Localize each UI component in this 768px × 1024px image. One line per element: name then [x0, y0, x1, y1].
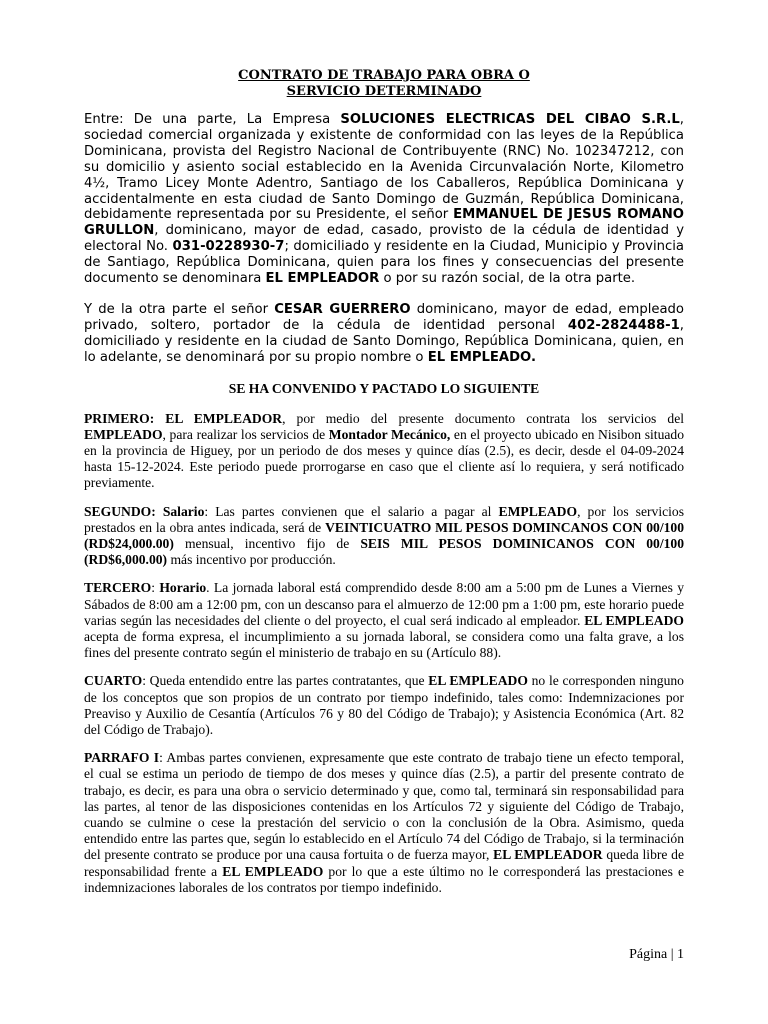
clause-cuarto: CUARTO: Queda entendido entre las partes contratantes, que EL EMPLEADO no le corresponden ninguno de los conceptos que son propios de un contrato por tiempo indefinido, tales como: Indemnizaciones por Preaviso y Auxilio de Cesantía (Artículos 76 y 80 del Código de Trabajo); y Asistencia Económica (Art. 82 del Código de Trabajo).	[84, 673, 684, 738]
page-number: Página | 1	[629, 947, 684, 962]
employee-cedula: 402-2824488-1	[567, 317, 680, 333]
employee-paragraph: Y de la otra parte el señor CESAR GUERRERO dominicano, mayor de edad, empleado privado, soltero, portador de la cédula de identidad personal 402-2824488-1, domiciliado y residente en la ciudad de Santo Domingo, República Dominicana, quien, en lo adelante, se denominará por su propio nombre o EL EMPLEADO.	[84, 301, 684, 365]
intro-paragraph: Entre: De una parte, La Empresa SOLUCIONES ELECTRICAS DEL CIBAO S.R.L, sociedad comercial organizada y existente de conformidad con las leyes de la República Dominicana, provista del Registro Nacional de Contribuyente (RNC) No. 102347212, con su domicilio y asiento social establecido en la Avenida Circunvalación Norte, Kilometro 4½, Tramo Licey Monte Adentro, Santiago de los Caballeros, República Dominicana y accidentalmente en esta ciudad de Santo Domingo de Guzmán, República Dominicana, debidamente representada por su Presidente, el señor EMMANUEL DE JESUS ROMANO GRULLON, dominicano, mayor de edad, casado, provisto de la cédula de identidad y electoral No. 031-0228930-7; domiciliado y residente en la Ciudad, Municipio y Provincia de Santiago, República Dominicana, quien para los fines y consecuencias del presente documento se denominara EL EMPLEADOR o por su razón social, de la otra parte.	[84, 112, 684, 287]
president-cedula: 031-0228930-7	[172, 239, 285, 255]
agreement-heading: SE HA CONVENIDO Y PACTADO LO SIGUIENTE	[228, 380, 540, 396]
employee-name: CESAR GUERRERO	[274, 301, 411, 317]
company-name: SOLUCIONES ELECTRICAS DEL CIBAO S.R.L	[340, 112, 680, 127]
title-line-2: SERVICIO DETERMINADO	[286, 84, 482, 99]
clause-primero: PRIMERO: EL EMPLEADOR, por medio del presente documento contrata los servicios del EMPLEADO, para realizar los servicios de Montador Mecánico, en el proyecto ubicado en Nisibon situado en la provincia de Higuey, por un periodo de dos meses y quince días (2.5), es decir, desde el 04-09-2024 hasta 15-12-2024. Este periodo puede prorrogarse en caso que el cliente así lo requiera, y será notificado previamente.	[84, 410, 684, 491]
document-page	[84, 68, 684, 908]
clause-tercero: TERCERO: Horario. La jornada laboral está comprendido desde 8:00 am a 5:00 pm de Lunes a Viernes y Sábados de 8:00 am a 12:00 pm, con un descanso para el almuerzo de 12:00 pm a 1:00 pm, este horario puede varias según las necesidades del cliente o del proyecto, el cual será indicado al empleador. EL EMPLEADO acepta de forma expresa, el incumplimiento a su jornada laboral, se considera como una falta grave, a los fines del presente contrato según el ministerio de trabajo en su (Artículo 88).	[84, 580, 684, 661]
employer-term: EL EMPLEADOR	[265, 271, 380, 287]
president-name: EMMANUEL DE JESUS ROMANO GRULLON	[84, 207, 684, 239]
title-line-1: CONTRATO DE TRABAJO PARA OBRA O	[238, 68, 530, 83]
clause-segundo: SEGUNDO: Salario: Las partes convienen que el salario a pagar al EMPLEADO, por los servicios prestados en la obra antes indicada, será de VEINTICUATRO MIL PESOS DOMINCANOS CON 00/100 (RD$24,000.00) mensual, incentivo fijo de SEIS MIL PESOS DOMINICANOS CON 00/100 (RD$6,000.00) más incentivo por producción.	[84, 503, 684, 568]
clause-parrafo-i: PARRAFO I: Ambas partes convienen, expresamente que este contrato de trabajo tiene un efecto temporal, el cual se estima un periodo de tiempo de dos meses y quince días (2.5), a partir del presente contrato de trabajo, es decir, es para una obra o servicio determinado y que, como tal, terminará sin responsabilidad para las partes, al tenor de las disposiciones contenidas en los Artículos 72 y siguiente del Código de Trabajo, cuando se culmine o cese la prestación del servicio o con la conclusión de la Obra. Asimismo, queda entendido entre las partes que, según lo establecido en el Artículo 74 del Código de Trabajo, si la terminación del presente contrato se produce por una causa fortuita o de fuerza mayor, EL EMPLEADOR queda libre de responsabilidad frente a EL EMPLEADO por lo que a este último no le corresponderá las prestaciones e indemnizaciones laborales de los contratos por tiempo indefinido.	[84, 750, 684, 895]
document-title	[84, 68, 684, 100]
employee-term: EL EMPLEADO.	[427, 349, 536, 365]
